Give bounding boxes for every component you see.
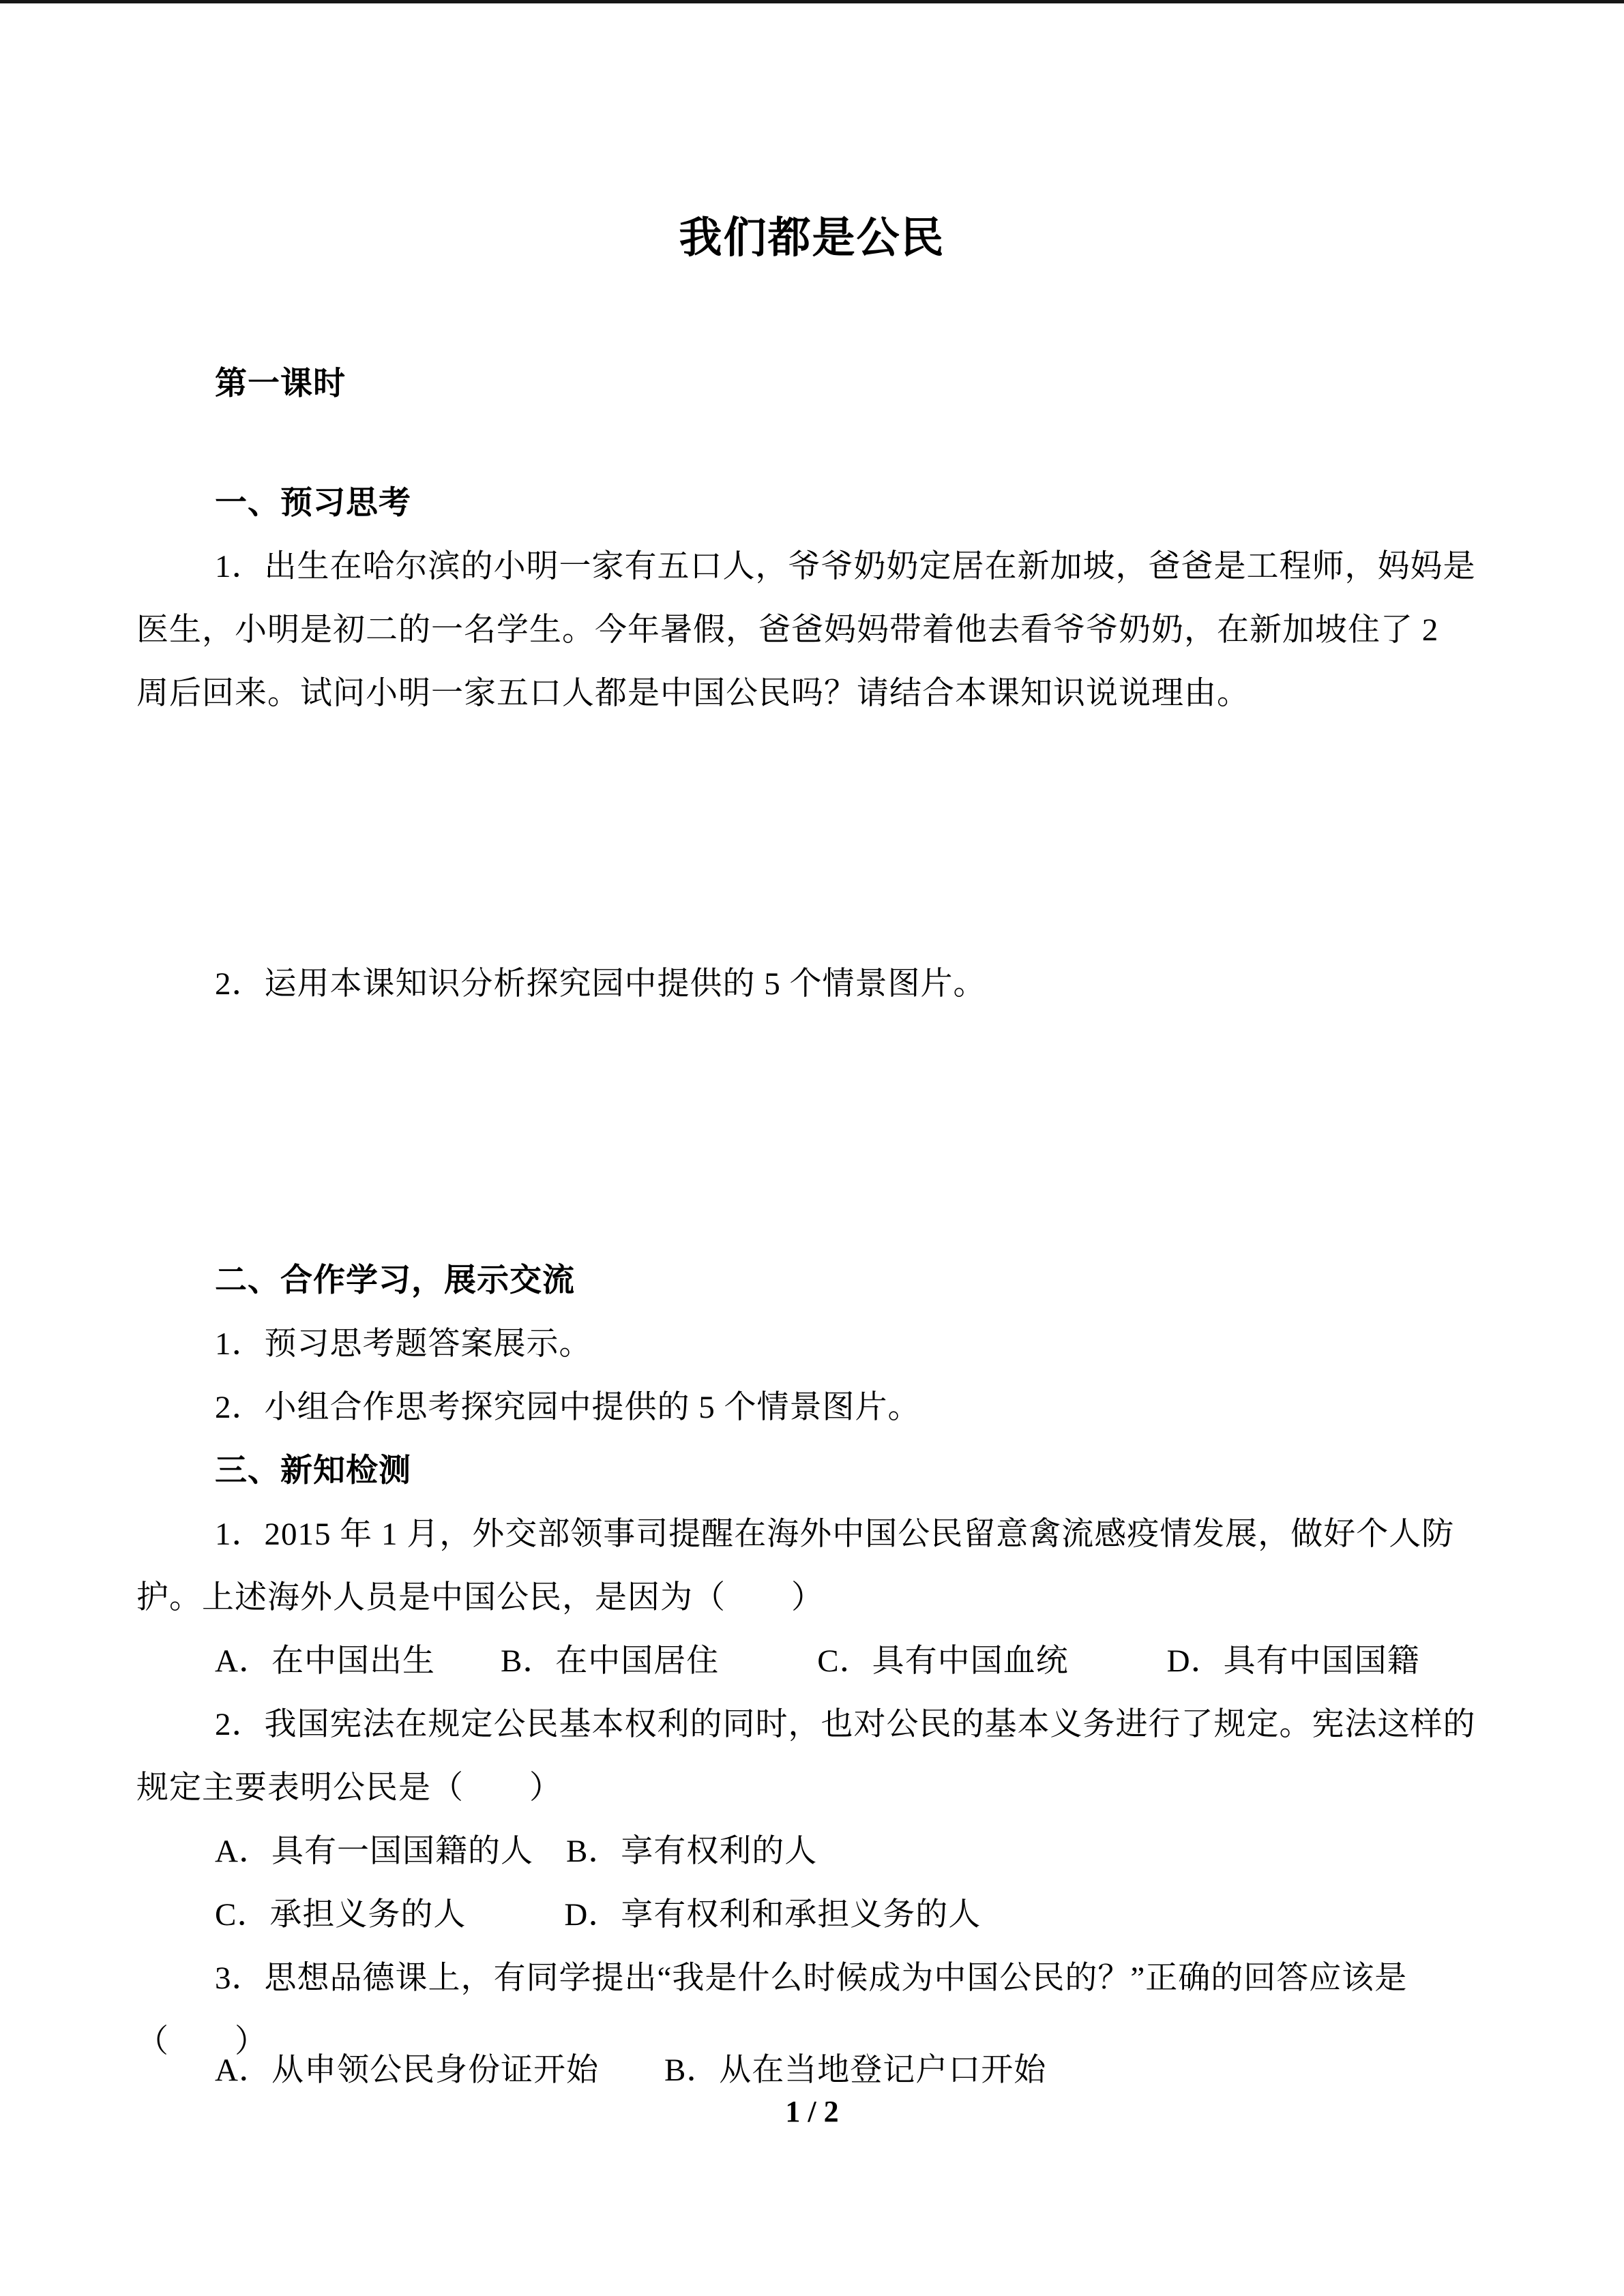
heading-section-3: 三、新知检测 [215, 1453, 411, 1489]
quiz-q3-options-ab: A．从申领公民身份证开始 B．从在当地登记户口开始 [215, 2053, 1047, 2088]
question-1-line-2: 医生，小明是初二的一名学生。今年暑假，爸爸妈妈带着他去看爷爷奶奶，在新加坡住了 2 [136, 612, 1439, 648]
question-1-line-1: 1．出生在哈尔滨的小明一家有五口人，爷爷奶奶定居在新加坡，爸爸是工程师，妈妈是 [215, 549, 1476, 584]
quiz-q2-line-2: 规定主要表明公民是（ ） [136, 1770, 562, 1806]
quiz-q1-options: A．在中国出生 B．在中国居住 C．具有中国血统 D．具有中国国籍 [215, 1643, 1420, 1679]
document-title: 我们都是公民 [679, 214, 945, 262]
section-2-item-2: 2．小组合作思考探究园中提供的 5 个情景图片。 [215, 1390, 921, 1425]
quiz-q2-options-cd: C．承担义务的人 D．享有权利和承担义务的人 [215, 1897, 981, 1933]
question-2-line: 2．运用本课知识分析探究园中提供的 5 个情景图片。 [215, 966, 986, 1002]
top-border [0, 0, 1624, 3]
quiz-q3-line-1: 3．思想品德课上，有同学提出“我是什么时候成为中国公民的？”正确的回答应该是 [215, 1960, 1408, 1996]
quiz-q2-line-1: 2．我国宪法在规定公民基本权利的同时，也对公民的基本义务进行了规定。宪法这样的 [215, 1707, 1476, 1742]
page-number: 1 / 2 [785, 2095, 839, 2128]
quiz-q2-options-ab: A．具有一国国籍的人 B．享有权利的人 [215, 1834, 818, 1869]
section-2-item-1: 1．预习思考题答案展示。 [215, 1326, 592, 1362]
quiz-q1-line-2: 护。上述海外人员是中国公民，是因为（ ） [136, 1580, 824, 1615]
heading-section-2: 二、合作学习，展示交流 [215, 1263, 575, 1298]
quiz-q3-line-2: （ ） [136, 2024, 267, 2059]
heading-section-1: 一、预习思考 [215, 486, 411, 521]
heading-lesson-1: 第一课时 [215, 366, 346, 402]
question-1-line-3: 周后回来。试问小明一家五口人都是中国公民吗？请结合本课知识说说理由。 [136, 676, 1250, 711]
quiz-q1-line-1: 1．2015 年 1 月，外交部领事司提醒在海外中国公民留意禽流感疫情发展，做好个人防 [215, 1517, 1455, 1552]
